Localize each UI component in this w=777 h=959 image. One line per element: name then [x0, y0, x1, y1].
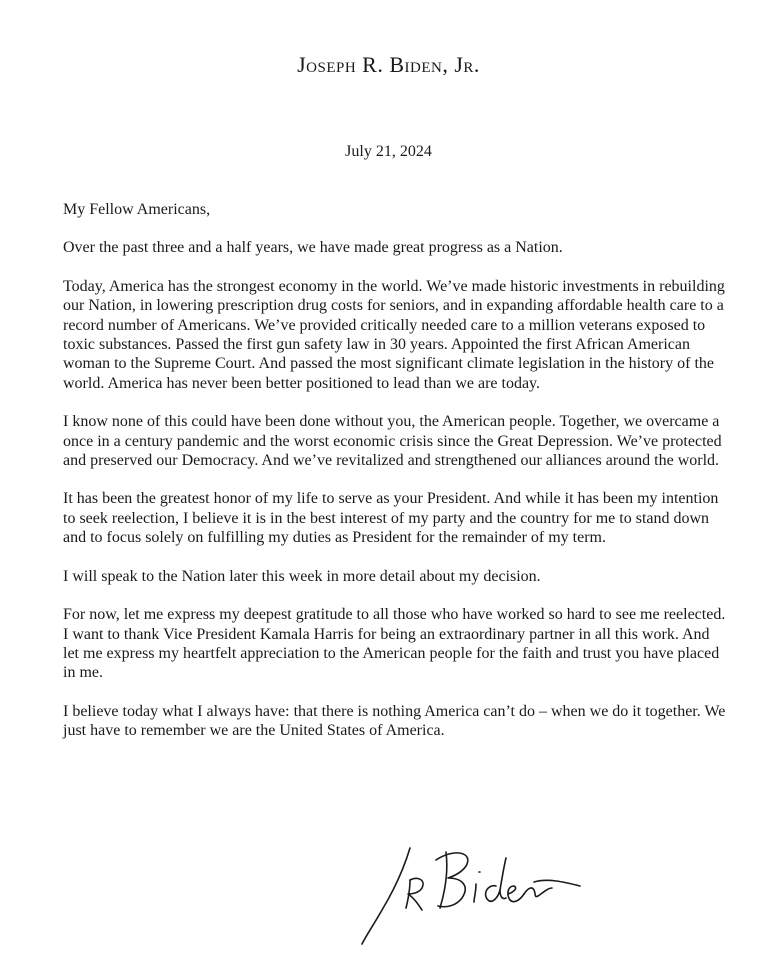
- signature-drawing: [358, 838, 598, 950]
- letter-body: [63, 200, 728, 760]
- letterhead: Joseph R. Biden, Jr.: [297, 52, 480, 77]
- paragraph-3: I know none of this could have been done without you, the American people. Together, we overcame a once in a century pandemic and the worst economic crisis since the Great Depression. We’ve protected and preserved our Democracy. And we’ve revitalized and strengthened our alliances around the world.: [63, 413, 722, 470]
- paragraph-6: For now, let me express my deepest gratitude to all those who have worked so hard to see me reelected. I want to thank Vice President Kamala Harris for being an extraordinary partner in all this work. And let me express my heartfelt appreciation to the American people for the faith and trust you have placed in me.: [63, 606, 726, 682]
- paragraph-1: Over the past three and a half years, we have made great progress as a Nation.: [63, 239, 563, 257]
- paragraph-7: I believe today what I always have: that there is nothing America can’t do – when we do it together. We just have to remember we are the United States of America.: [63, 702, 726, 740]
- letter-date: July 21, 2024: [345, 143, 432, 160]
- paragraph-4: It has been the greatest honor of my life to serve as your President. And while it has been my intention to seek reelection, I believe it is in the best interest of my party and the country for me to stand down and to focus solely on fulfilling my duties as President for the remainder of my term.: [63, 490, 719, 547]
- paragraph-2: Today, America has the strongest economy in the world. We’ve made historic investments in rebuilding our Nation, in lowering prescription drug costs for seniors, and in expanding affordable health care to a record number of Americans. We’ve provided critically needed care to a million veterans exposed to toxic substances. Passed the first gun safety law in 30 years. Appointed the first African American woman to the Supreme Court. And passed the most significant climate legislation in the history of the world. America has never been better positioned to lead than we are today.: [63, 277, 725, 392]
- handwritten-signature: [358, 838, 598, 950]
- salutation: My Fellow Americans,: [63, 201, 211, 218]
- paragraph-5: I will speak to the Nation later this week in more detail about my decision.: [63, 567, 541, 585]
